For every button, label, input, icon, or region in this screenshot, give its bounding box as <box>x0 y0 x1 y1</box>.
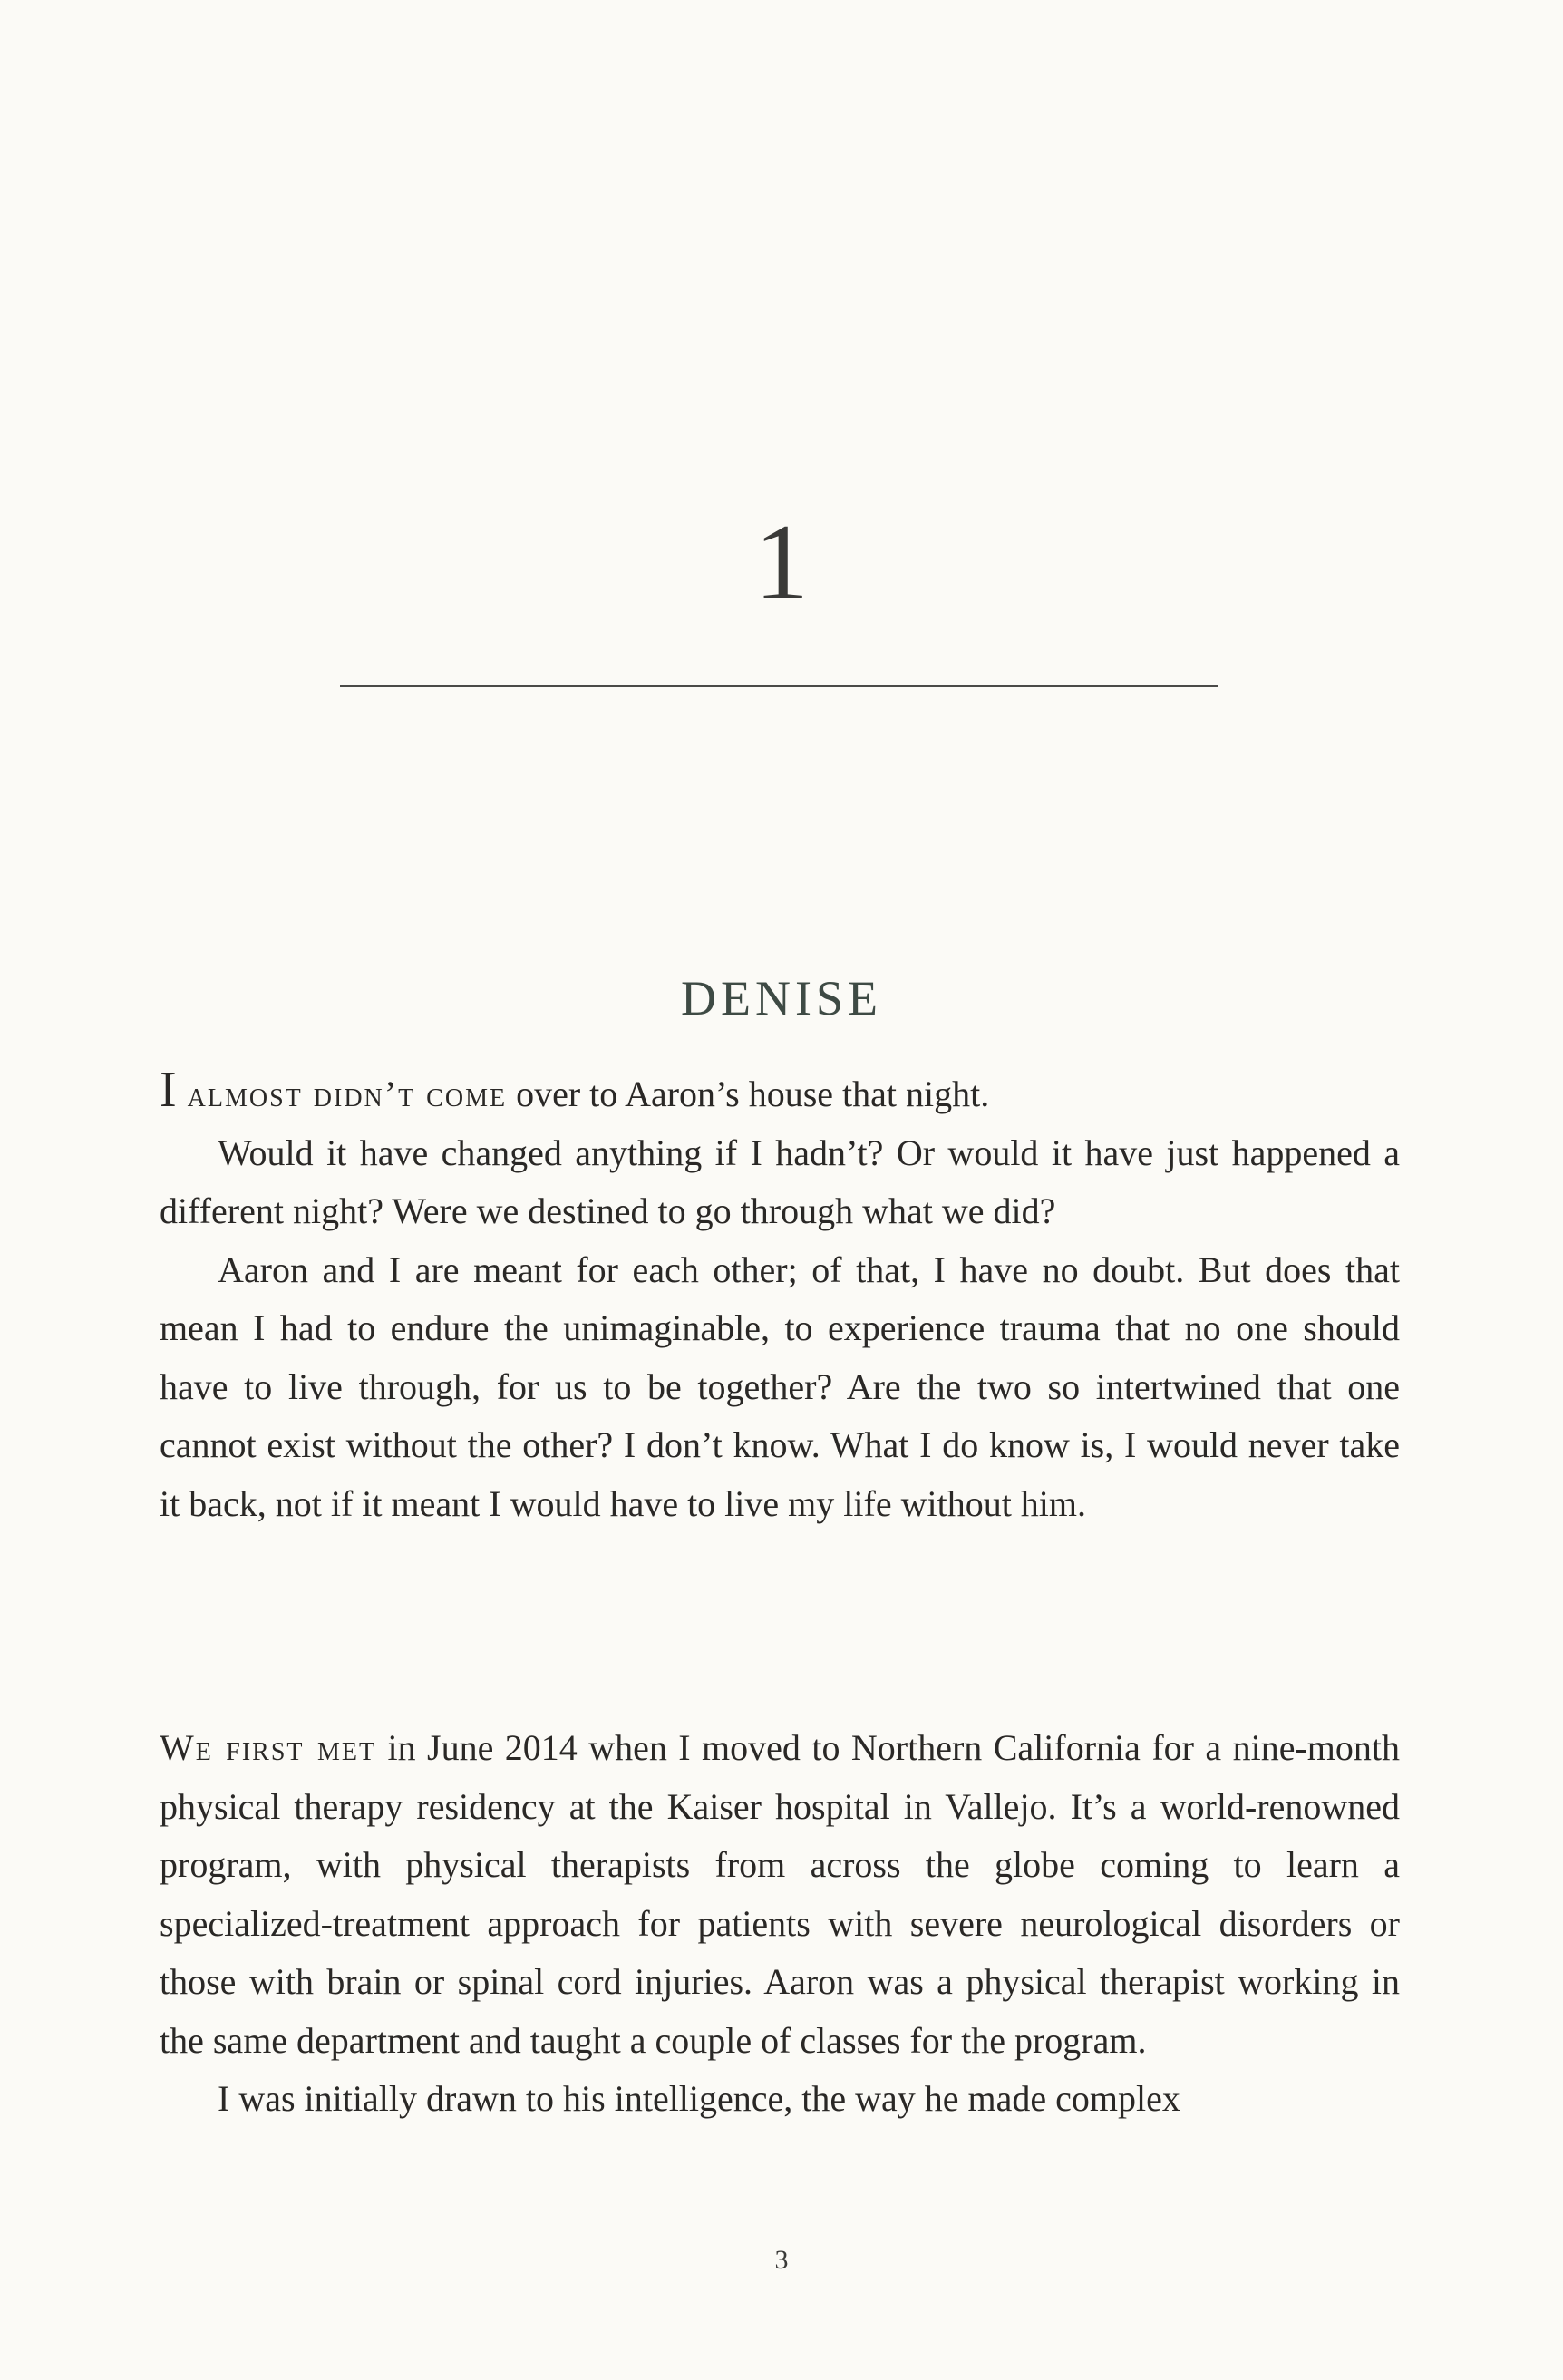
opening-initial: I <box>160 1062 177 1118</box>
body-section-1 <box>160 1064 1400 1533</box>
section-opening-smallcaps: We first met <box>160 1727 377 1768</box>
opening-paragraph <box>160 1064 1400 1124</box>
opening-rest: over to Aaron’s house that night. <box>507 1073 990 1114</box>
section-opening-paragraph <box>160 1719 1400 2070</box>
body-paragraph: Would it have changed anything if I hadn’t? Or would it have just happened a different night? Were we destined to go through what we did? <box>160 1132 1400 1231</box>
body-paragraph: Aaron and I are meant for each other; of that, I have no doubt. But does that mean I had to endure the unimaginable, to experience trauma that no one should have to live through, for us to be together? Are the two so intertwined that one cannot exist without the other? I don’t know. What I do know is, I would never take it back, not if it meant I would have to live my life without him. <box>160 1248 1400 1524</box>
chapter-divider <box>340 685 1218 687</box>
body-paragraph: I was initially drawn to his intelligence, the way he made complex <box>218 2078 1180 2119</box>
opening-smallcaps: almost didn’t come <box>176 1073 508 1114</box>
chapter-title: DENISE <box>681 971 882 1025</box>
body-section-2 <box>160 1719 1400 2129</box>
page-number: 3 <box>774 2245 789 2275</box>
chapter-number: 1 <box>754 501 809 622</box>
section-opening-rest: in June 2014 when I moved to Northern California for a nine-month physical therapy residency at the Kaiser hospital in Vallejo. It’s a world-renowned program, with physical therapists from across the globe coming to learn a specialized-treatment approach for patients with severe neurological disorders or those with brain or spinal cord injuries. Aaron was a physical therapist working in the same department and taught a couple of classes for the program. <box>160 1727 1400 2061</box>
